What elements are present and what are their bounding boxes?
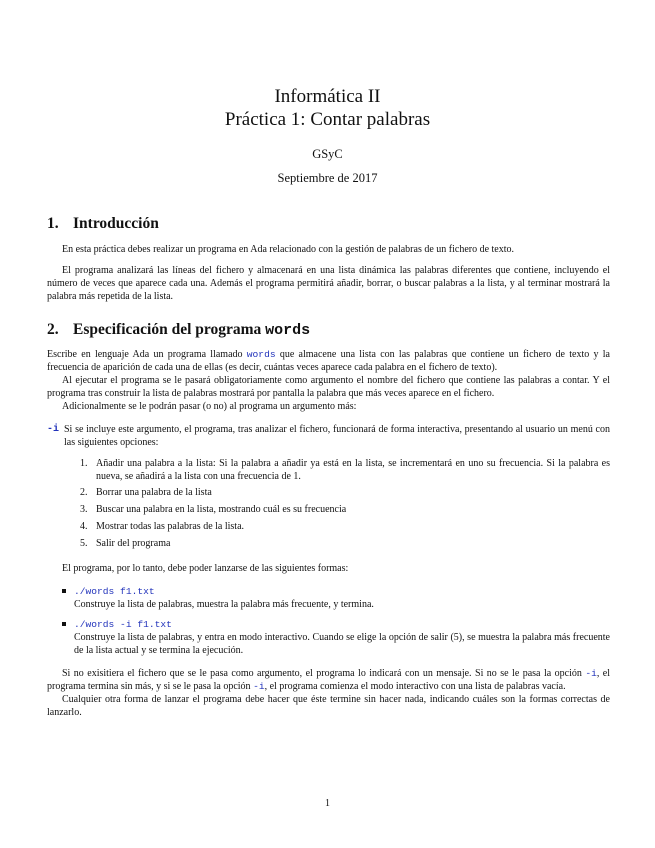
page-number: 1 <box>325 798 330 809</box>
section-2-title: Especificación del programa <box>73 321 262 338</box>
option-i-code: -i <box>253 681 265 693</box>
section-2-paragraph-3: Adicionalmente se le podrán pasar (o no) al programa un argumento más: <box>62 401 357 412</box>
section-1-number: 1. <box>47 215 59 232</box>
document-title-line2: Práctica 1: Contar palabras <box>224 109 431 130</box>
option-i-item <box>47 423 610 449</box>
menu-option-number: 2. <box>80 487 88 498</box>
menu-option-text: Mostrar todas las palabras de la lista. <box>96 521 245 532</box>
section-2-number: 2. <box>47 321 59 338</box>
program-name-code: words <box>246 349 276 360</box>
usage-item-2-body <box>74 618 610 658</box>
usage-item-1 <box>62 585 610 611</box>
section-2-paragraph-6: Cualquier otra forma de lanzar el programa debe hacer que éste termine sin hacer nada, indicando cuáles son la formas correctas de lanzarlo. <box>47 694 610 719</box>
option-i-code: -i <box>585 668 597 679</box>
section-2-paragraph-1-text-b: que almacene una lista con las palabras que contiene un fichero de texto y la frecuencia de aparición de cada una de ellas (es decir, cuántas veces aparece cada palabra en el fichero de texto). <box>47 349 610 374</box>
menu-option-5 <box>80 537 610 550</box>
section-2-heading <box>47 321 310 339</box>
document-title-line1: Informática II <box>274 86 381 107</box>
section-2-paragraph-5-text-b: , el programa termina sin más, y si se le pasa la opción <box>47 668 611 693</box>
menu-option-number: 4. <box>80 521 88 532</box>
option-i-description: Si se incluye este argumento, el programa, tras analizar el fichero, funcionará de forma interactiva, presentando al usuario un menú con las siguientes opciones: <box>64 424 610 449</box>
section-2-paragraph-5-text-a: Si no exisitiera el fichero que se le pasa como argumento, el programa lo indicará con un mensaje. Si no se le pasa la opción <box>62 668 586 679</box>
section-2-paragraph-5-text-c: , el programa comienza el modo interactivo con una lista de palabras vacía. <box>264 681 566 693</box>
section-2-paragraph-2: Al ejecutar el programa se le pasará obligatoriamente como argumento el nombre del fichero que contiene las palabras a contar. Y el programa tras construir la lista de palabras mostrará por pantalla la palabra que más veces aparece en el fichero. <box>47 375 610 400</box>
section-2-paragraph-5 <box>47 667 610 693</box>
menu-option-3 <box>80 503 610 516</box>
document-author: GSyC <box>312 147 343 161</box>
section-1-heading <box>47 215 159 233</box>
usage-command: ./words f1.txt <box>74 586 155 597</box>
menu-option-text: Borrar una palabra de la lista <box>96 487 212 498</box>
section-1-paragraph-1: En esta práctica debes realizar un programa en Ada relacionado con la gestión de palabras de un fichero de texto. <box>62 244 515 255</box>
section-1-title: Introducción <box>73 215 159 232</box>
section-2-paragraph-4: El programa, por lo tanto, debe poder lanzarse de las siguientes formas: <box>62 563 349 574</box>
menu-option-text: Salir del programa <box>96 538 171 549</box>
bullet-icon <box>62 589 66 593</box>
usage-item-2 <box>62 618 610 658</box>
menu-option-number: 3. <box>80 504 88 515</box>
section-2-paragraph-1 <box>47 348 610 374</box>
document-date: Septiembre de 2017 <box>277 171 378 185</box>
menu-option-text: Buscar una palabra en la lista, mostrando cuál es su frecuencia <box>96 504 347 515</box>
section-1-paragraph-2: El programa analizará las líneas del fichero y almacenará en una lista dinámica las palabras diferentes que contiene, incluyendo el número de veces que aparece cada una. Además el programa permitirá añadir, borrar, o buscar palabras a la lista, y al terminar mostrará la palabra más repetida de la lista. <box>47 265 610 303</box>
usage-description: Construye la lista de palabras, muestra la palabra más frecuente, y termina. <box>74 599 374 611</box>
menu-option-2 <box>80 486 610 499</box>
usage-command: ./words -i f1.txt <box>74 619 172 630</box>
menu-option-4 <box>80 520 610 533</box>
usage-item-1-body <box>74 585 610 611</box>
menu-option-number: 5. <box>80 538 88 549</box>
menu-option-1 <box>80 457 610 483</box>
bullet-icon <box>62 622 66 626</box>
section-2-paragraph-1-text-a: Escribe en lenguaje Ada un programa llamado <box>47 349 247 360</box>
option-i-flag: -i <box>47 424 60 435</box>
usage-description: Construye la lista de palabras, y entra en modo interactivo. Cuando se elige la opción de salir (5), se muestra la palabra más frecuente de la lista actual y se termina la ejecución. <box>74 632 610 657</box>
menu-option-number: 1. <box>80 458 88 469</box>
section-2-title-code: words <box>265 322 311 339</box>
menu-option-text: Añadir una palabra a la lista: Si la palabra a añadir ya está en la lista, se incrementará en uno su frecuencia. Si la palabra es nueva, se añadirá a la lista con una frecuencia de 1. <box>96 458 610 483</box>
